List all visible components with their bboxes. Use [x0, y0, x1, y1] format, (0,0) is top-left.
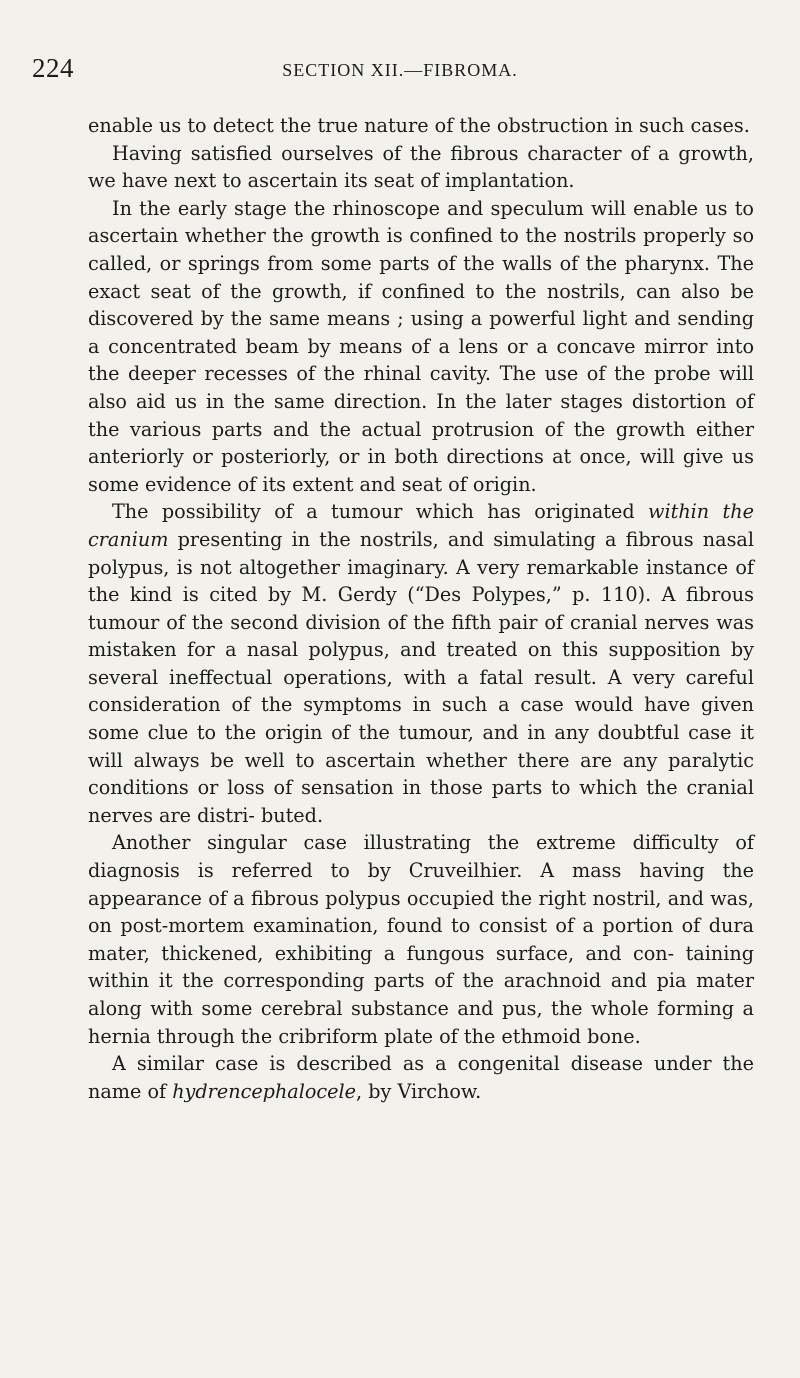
running-head: SECTION XII.—FIBROMA. — [282, 60, 518, 80]
text-segment: In the early stage the rhinoscope and speculum will enable us to ascertain whether the growth is confined to the nostrils properly so called, or springs from some parts of the walls of the pharynx. The exact seat of the growth, if confined to the nostrils, can also be discovered by the same means ; using a powerful light and sending a concentrated beam by means of a lens or a concave mirror into the deeper recesses of the rhinal cavity. The use of the probe will also aid us in the same direction. In the later stages distortion of the various parts and the actual protrusion of the growth either anteriorly or posteriorly, or in both directions at once, will give us some evidence of its extent and seat of origin. — [88, 196, 754, 496]
page-header — [32, 52, 768, 92]
italic-term: hydrencephalocele — [172, 1079, 357, 1103]
text-segment: Having satisfied ourselves of the fibrous character of a growth, we have next to ascertain its seat of implantation. — [88, 141, 754, 193]
text-segment: Another singular case illustrating the extreme difficulty of diagnosis is referred to by Cruveilhier. A mass having the appearance of a fibrous polypus occupied the right nostril, and was, on post-mortem examination, found to consist of a portion of dura mater, thickened, exhibiting a fungous surface, and con- taining within it the corresponding parts of the arachnoid and pia mater along with some cerebral substance and pus, the whole forming a hernia through the cribriform plate of the ethmoid bone. — [88, 831, 754, 1048]
paragraph — [88, 829, 754, 1050]
text-segment: A similar case is described as a congenital disease under the name of — [88, 1052, 754, 1103]
italic-term: within the cranium — [88, 500, 754, 551]
paragraph — [88, 195, 754, 499]
text-segment: enable us to detect the true nature of the obstruction in such cases. — [88, 114, 750, 137]
paragraph — [88, 140, 754, 195]
paragraph — [88, 498, 754, 829]
text-segment: presenting in the nostrils, and simulating a fibrous nasal polypus, is not altogether imaginary. A very remarkable instance of the kind is cited by M. Gerdy (“Des Polypes,” p. 110). A fibrous tumour of the second division of the fifth pair of cranial nerves was mistaken for a nasal polypus, and treated on this supposition by several ineffectual operations, with a fatal result. A very careful consideration of the symptoms in such a case would have given some clue to the origin of the tumour, and in any doubtful case it will always be well to ascertain whether there are any paralytic conditions or loss of sensation in those parts to which the cranial nerves are distri- buted. — [88, 527, 754, 827]
text-segment: , by Virchow. — [356, 1079, 482, 1103]
body-text — [88, 112, 754, 1105]
page-number: 224 — [32, 53, 74, 83]
text-segment: The possibility of a tumour which has originated — [112, 500, 649, 524]
paragraph — [88, 112, 754, 140]
paragraph — [88, 1050, 754, 1105]
